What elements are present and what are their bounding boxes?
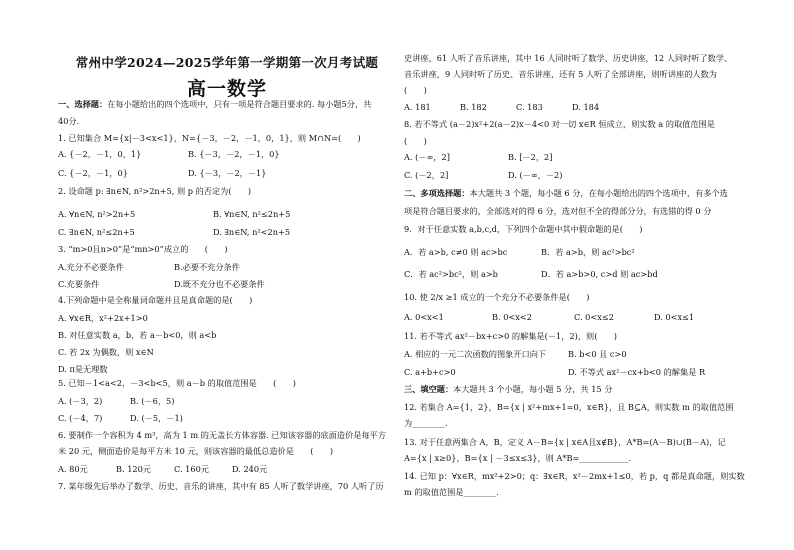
question-3: 3. “m>0且n>0”是“mn>0”成立的 ( ) bbox=[58, 244, 228, 254]
question-4: 4.下列命题中是全称量词命题并且是真命题的是( ) bbox=[58, 295, 253, 305]
q4-option-d: D. π是无理数 bbox=[58, 364, 108, 374]
question-7-line-2: 史讲座，61 人听了音乐讲座，其中 16 人同时听了数学、历史讲座，12 人同时听了数学、 bbox=[404, 53, 733, 63]
question-13: 13. 对于任意两集合 A，B，定义 A－B={x | x∈A且x∉B}，A*B=(A－B)∪(B－A)，记 bbox=[404, 437, 726, 447]
q8-option-c: C. (－2，2] bbox=[404, 170, 449, 180]
question-1: 1. 已知集合 M={x|－3<x<1}，N={－3，－2，－1，0，1}，则 M∩N=( ) bbox=[58, 133, 361, 143]
q10-option-c: C. 0<x≤2 bbox=[574, 312, 614, 322]
section3-text: 本大题共 3 个小题，每小题 5 分，共 15 分 bbox=[453, 384, 613, 394]
q1-option-b: B. {－3，－2，－1，0} bbox=[188, 149, 280, 159]
q9-option-a: A．若 a>b, c≠0 则 ac>bc bbox=[404, 247, 508, 257]
q7-option-d: D. 184 bbox=[572, 102, 600, 112]
q11-option-c: C. a+b+c>0 bbox=[404, 367, 456, 377]
section1-intro bbox=[58, 99, 371, 110]
question-10: 10. 使 2/x ≥1 成立的一个充分不必要条件是( ) bbox=[404, 292, 590, 302]
q9-option-c: C．若 ac²>bc²，则 a>b bbox=[404, 269, 498, 279]
q3-option-c: C.充要条件 bbox=[58, 279, 100, 289]
q9-option-b: B．若 a>b，则 ac²>bc² bbox=[541, 247, 635, 257]
q3-option-d: D.既不充分也不必要条件 bbox=[174, 279, 265, 289]
q1-option-c: C. {－2，－1，0} bbox=[58, 168, 128, 178]
question-6-line-2: 米 20 元，侧面造价是每平方米 10 元，则该容器的最低总造价是 ( ) bbox=[58, 446, 334, 456]
subject-title: 高一数学 bbox=[186, 78, 267, 100]
q8-option-d: D. (－∞，－2) bbox=[508, 170, 563, 180]
question-14-line-2: m 的取值范围是________. bbox=[404, 487, 499, 497]
question-7-line-4: ( ) bbox=[404, 85, 427, 95]
q1-option-a: A. {－2，－1，0，1} bbox=[58, 149, 142, 159]
q4-option-a: A. ∀x∈R，x²+2x+1>0 bbox=[58, 313, 148, 323]
q7-option-c: C. 183 bbox=[516, 102, 543, 112]
section3-intro bbox=[404, 384, 612, 395]
section2-intro bbox=[404, 188, 728, 199]
q7-option-a: A. 181 bbox=[404, 102, 431, 112]
q2-option-a: A. ∀n∈N, n²>2n+5 bbox=[58, 209, 136, 219]
q11-option-a: A. 相应的一元二次函数的图象开口向下 bbox=[404, 349, 547, 359]
q5-option-c: C. (－4，7) bbox=[58, 413, 103, 423]
q5-option-d: D. (－5，－1) bbox=[130, 413, 183, 423]
q2-option-d: D. ∃n∈N, n²<2n+5 bbox=[213, 227, 291, 237]
section1-heading: 一、选择题： bbox=[58, 99, 108, 109]
q8-option-a: A. (－∞，2] bbox=[404, 152, 450, 162]
question-9: 9．对于任意实数 a,b,c,d，下列四个命题中其中假命题的是( ) bbox=[404, 224, 643, 234]
section2-text: 本大题共 3 个题，每小题 6 分，在每小题给出的四个选项中，有多个选 bbox=[469, 188, 728, 198]
question-12: 12. 若集合 A={1，2}，B={x | x²+mx+1=0，x∈R}，且 B⊆A，则实数 m 的取值范围 bbox=[404, 402, 734, 412]
section1-text: 在每小题给出的四个选项中，只有一项是符合题目要求的. 每小题5分，共 bbox=[107, 99, 372, 109]
question-14: 14. 已知 p：∀x∈R，mx²+2>0；q：∃x∈R，x²－2mx+1≤0，若 p，q 都是真命题，则实数 bbox=[404, 471, 745, 481]
question-6: 6. 要制作一个容积为 4 m³，高为 1 m 的无盖长方体容器. 已知该容器的底面造价是每平方 bbox=[58, 430, 387, 440]
q7-option-b: B. 182 bbox=[460, 102, 487, 112]
question-7: 7. 某年级先后举办了数学、历史、音乐的讲座，其中有 85 人听了数学讲座，70 人听了历 bbox=[58, 481, 384, 491]
question-12-line-2: 为________. bbox=[404, 418, 448, 428]
section3-heading: 三、填空题： bbox=[404, 384, 454, 394]
question-11: 11. 若不等式 ax²－bx+c>0 的解集是(－1，2)，则( ) bbox=[404, 331, 617, 341]
q11-option-d: D. 不等式 ax²－cx+b<0 的解集是 R bbox=[568, 367, 706, 377]
q2-option-b: B. ∀n∈N, n²≤2n+5 bbox=[213, 209, 291, 219]
section1-text-2: 40分. bbox=[58, 116, 80, 126]
question-13-line-2: A={x | x≥0}，B={x | －3≤x≤3}，则 A*B=____________. bbox=[404, 453, 632, 463]
q9-option-d: D．若 a>b>0, c>d 则 ac>bd bbox=[541, 269, 658, 279]
q1-option-d: D. {－3，－2，－1} bbox=[188, 168, 267, 178]
q5-option-a: A. (－3，2) bbox=[58, 396, 103, 406]
q3-option-a: A.充分不必要条件 bbox=[58, 262, 124, 272]
question-7-line-3: 音乐讲座，9 人同时听了历史、音乐讲座，还有 5 人听了全部讲座，则听讲座的人数为 bbox=[404, 69, 717, 79]
q11-option-b: B. b<0 且 c>0 bbox=[568, 349, 627, 359]
question-5: 5. 已知－1<a<2，－3<b<5，则 a－b 的取值范围是 ( ) bbox=[58, 378, 296, 388]
q4-option-c: C. 若 2x 为偶数，则 x∈N bbox=[58, 347, 154, 357]
q4-option-b: B. 对任意实数 a，b，若 a－b<0，则 a<b bbox=[58, 330, 217, 340]
q10-option-b: B. 0<x<2 bbox=[492, 312, 532, 322]
question-8: 8. 若不等式 (a－2)x²+2(a－2)x－4<0 对一切 x∈R 恒成立，则实数 a 的取值范围是 bbox=[404, 119, 715, 129]
q5-option-b: B. (－6，5) bbox=[130, 396, 175, 406]
q10-option-d: D. 0<x≤1 bbox=[654, 312, 695, 322]
q6-option-c: C. 160元 bbox=[174, 464, 209, 474]
exam-title: 常州中学2024—2025学年第一学期第一次月考试题 bbox=[75, 55, 379, 70]
question-8-line-2: ( ) bbox=[404, 136, 427, 146]
section2-heading: 二、多项选择题： bbox=[404, 188, 470, 198]
section2-text-2: 项是符合题目要求的，全部选对的得 6 分，选对但不全的得部分分，有选错的得 0 分 bbox=[404, 206, 712, 216]
q10-option-a: A. 0<x<1 bbox=[404, 312, 444, 322]
q2-option-c: C. ∃n∈N, n²≤2n+5 bbox=[58, 227, 135, 237]
q6-option-d: D. 240元 bbox=[232, 464, 268, 474]
question-2: 2. 设命题 p: ∃n∈N, n²>2n+5, 则 p 的否定为( ) bbox=[58, 186, 252, 196]
q3-option-b: B.必要不充分条件 bbox=[174, 262, 240, 272]
q6-option-a: A. 80元 bbox=[58, 464, 88, 474]
q6-option-b: B. 120元 bbox=[116, 464, 152, 474]
q8-option-b: B. [－2，2] bbox=[508, 152, 553, 162]
